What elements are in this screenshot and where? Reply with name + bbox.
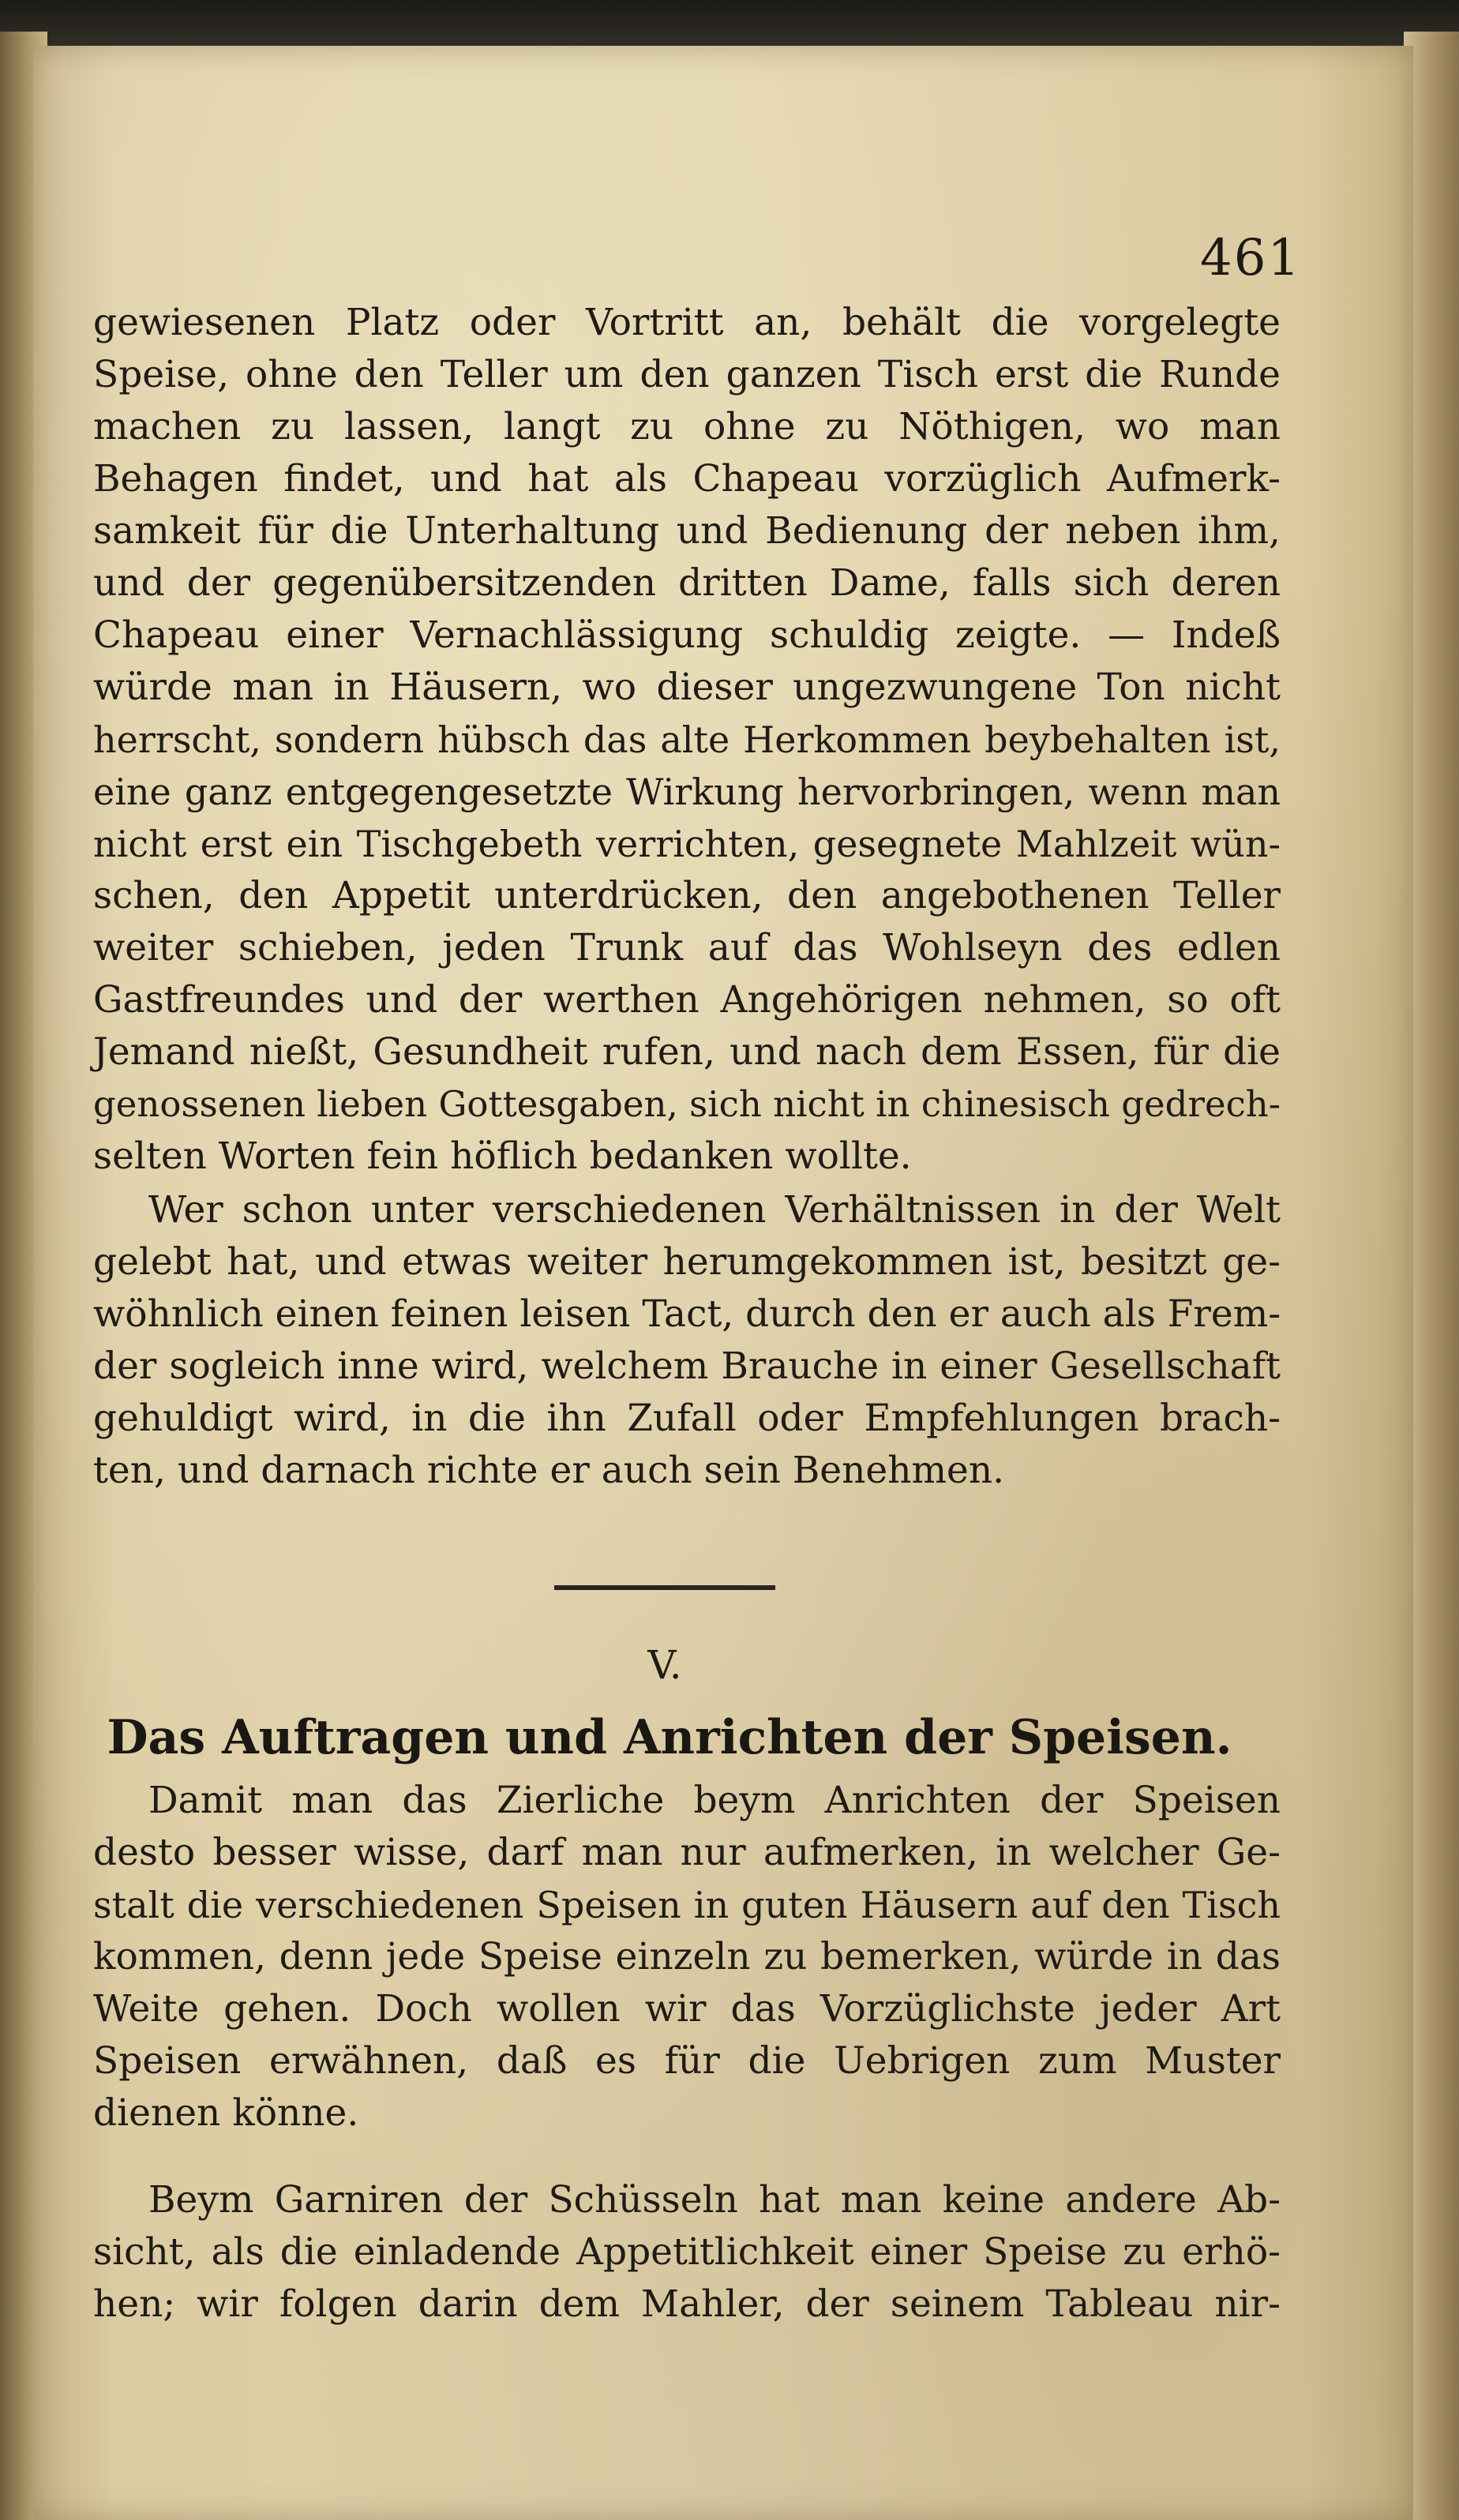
text-line: Damit man das Zierliche beym Anrichten der Speisen bbox=[148, 1779, 1281, 1822]
text-line: desto besser wisse, darf man nur aufmerken, in welcher Ge- bbox=[93, 1831, 1281, 1874]
text-line: und der gegenübersitzenden dritten Dame, falls sich deren bbox=[93, 561, 1281, 605]
text-line: machen zu lassen, langt zu ohne zu Nöthigen, wo man bbox=[93, 405, 1281, 448]
text-line: herrscht, sondern hübsch das alte Herkommen beybehalten ist, bbox=[93, 718, 1281, 761]
page-paper bbox=[33, 46, 1413, 2520]
text-line: ten, und darnach richte er auch sein Benehmen. bbox=[93, 1449, 1005, 1492]
text-line: selten Worten fein höflich bedanken wollte. bbox=[93, 1134, 912, 1178]
text-line: Jemand nießt, Gesundheit rufen, und nach dem Essen, für die bbox=[93, 1030, 1281, 1074]
text-line: schen, den Appetit unterdrücken, den angebothenen Teller bbox=[93, 874, 1281, 917]
text-line: nicht erst ein Tischgebeth verrichten, gesegnete Mahlzeit wün- bbox=[93, 823, 1281, 865]
paragraph-4 bbox=[93, 2174, 1281, 2331]
section-numeral: V. bbox=[647, 1642, 682, 1688]
text-line: Gastfreundes und der werthen Angehörigen nehmen, so oft bbox=[93, 978, 1281, 1022]
text-line: genossenen lieben Gottesgaben, sich nicht in chinesisch gedrech- bbox=[93, 1083, 1281, 1125]
text-line: stalt die verschiedenen Speisen in guten Häusern auf den Tisch bbox=[93, 1884, 1281, 1926]
text-line: würde man in Häusern, wo dieser ungezwungene Ton nicht bbox=[93, 666, 1281, 709]
text-line: sicht, als die einladende Appetitlichkeit einer Speise zu erhö- bbox=[93, 2230, 1281, 2274]
text-line: gelebt hat, und etwas weiter herumgekommen ist, besitzt ge- bbox=[93, 1240, 1281, 1284]
section-title: Das Auftragen und Anrichten der Speisen. bbox=[107, 1710, 1232, 1765]
text-line: Speisen erwähnen, daß es für die Uebrigen zum Muster bbox=[93, 2039, 1281, 2083]
text-line: weiter schieben, jeden Trunk auf das Wohlseyn des edlen bbox=[93, 926, 1281, 969]
text-line: eine ganz entgegengesetzte Wirkung hervorbringen, wenn man bbox=[93, 771, 1281, 813]
text-line: Chapeau einer Vernachlässigung schuldig zeigte. — Indeß bbox=[93, 613, 1281, 657]
text-line: Wer schon unter verschiedenen Verhältnissen in der Welt bbox=[148, 1188, 1281, 1232]
paragraph-2 bbox=[93, 1184, 1281, 1497]
text-line: samkeit für die Unterhaltung und Bedienung der neben ihm, bbox=[93, 509, 1281, 553]
paragraph-3 bbox=[93, 1775, 1281, 2139]
text-line: dienen könne. bbox=[93, 2091, 359, 2135]
text-line: der sogleich inne wird, welchem Brauche in einer Gesellschaft bbox=[93, 1344, 1281, 1388]
text-line: Weite gehen. Doch wollen wir das Vorzüglichste jeder Art bbox=[93, 1987, 1281, 2031]
text-line: hen; wir folgen darin dem Mahler, der seinem Tableau nir- bbox=[93, 2282, 1281, 2326]
text-line: Behagen findet, und hat als Chapeau vorzüglich Aufmerk- bbox=[93, 457, 1281, 501]
text-line: wöhnlich einen feinen leisen Tact, durch den er auch als Frem- bbox=[93, 1292, 1281, 1336]
text-line: gehuldigt wird, in die ihn Zufall oder Empfehlungen brach- bbox=[93, 1397, 1281, 1440]
section-divider bbox=[554, 1585, 775, 1590]
page-number: 461 bbox=[1200, 229, 1302, 287]
text-line: kommen, denn jede Speise einzeln zu bemerken, würde in das bbox=[93, 1935, 1281, 1978]
text-line: gewiesenen Platz oder Vortritt an, behält die vorgelegte bbox=[93, 301, 1281, 344]
text-line: Beym Garniren der Schüsseln hat man keine andere Ab- bbox=[148, 2178, 1281, 2222]
paragraph-1 bbox=[93, 297, 1281, 1183]
text-line: Speise, ohne den Teller um den ganzen Tisch erst die Runde bbox=[93, 353, 1281, 396]
